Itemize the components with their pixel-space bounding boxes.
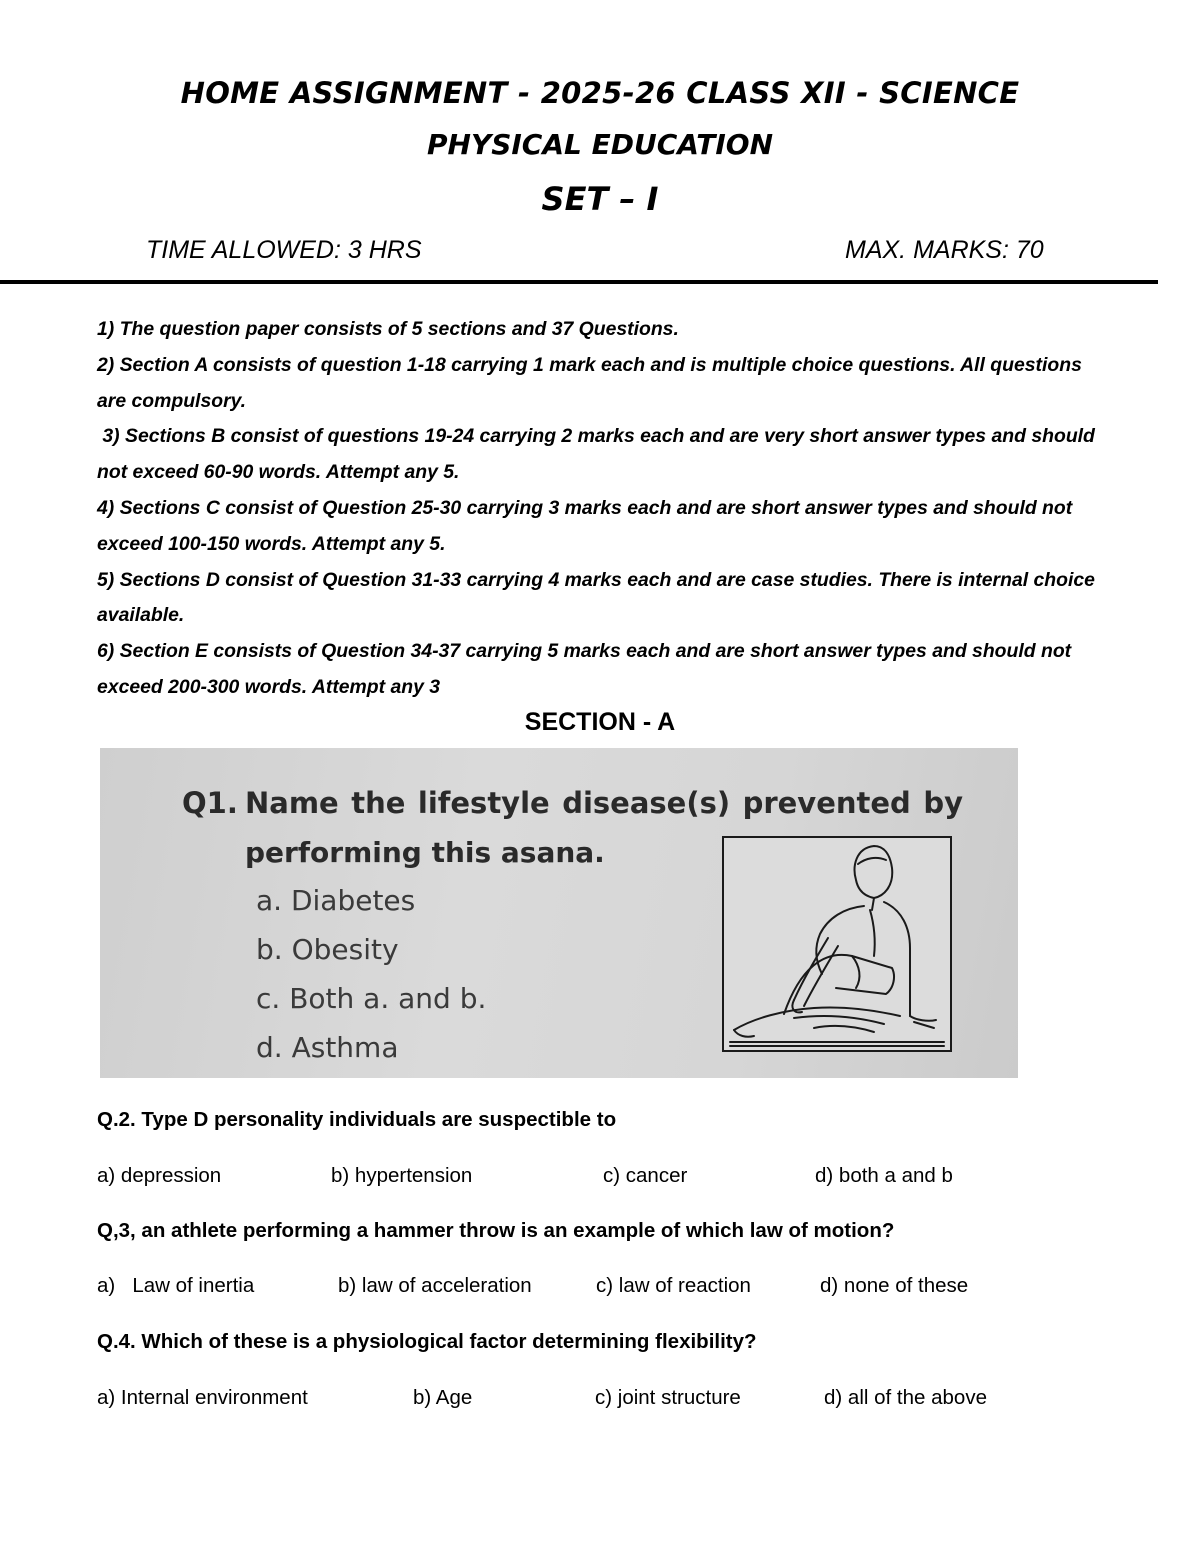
instruction-item: 6) Section E consists of Question 34-37 carrying 5 marks each and are short answer types and should not exceed 200-300 words. Attempt any 3: [97, 640, 1072, 698]
question-1-photo: [100, 748, 1018, 1078]
question-3-stem: Q,3, an athlete performing a hammer throw is an example of which law of motion?: [97, 1219, 895, 1242]
q1-word: by: [923, 786, 963, 820]
time-allowed: TIME ALLOWED: 3 HRS: [146, 236, 422, 264]
q1-word: Name: [245, 786, 339, 820]
q4-option-d: d) all of the above: [824, 1386, 987, 1409]
q3-option-a: a) Law of inertia: [97, 1274, 255, 1297]
section-a-heading: SECTION - A: [524, 708, 676, 736]
instruction-item: 5) Sections D consist of Question 31-33 carrying 4 marks each and are case studies. There is internal choice available.: [97, 568, 1095, 627]
q1-option-a: a. Diabetes: [256, 884, 416, 917]
q3-option-d: d) none of these: [820, 1274, 969, 1297]
q4-option-a: a) Internal environment: [97, 1386, 308, 1409]
q1-word: lifestyle: [417, 786, 550, 820]
question-2-stem: Q.2. Type D personality individuals are suspectible to: [97, 1108, 617, 1131]
q2-option-d: d) both a and b: [815, 1164, 953, 1187]
instructions-list: [97, 312, 1107, 706]
q1-option-c: c. Both a. and b.: [256, 982, 487, 1015]
q2-option-b: b) hypertension: [331, 1164, 473, 1187]
asana-illustration: [722, 836, 952, 1052]
assignment-title: HOME ASSIGNMENT - 2025-26 CLASS XII - SCIENCE: [180, 76, 1020, 110]
header-divider: [0, 280, 1158, 284]
q4-option-b: b) Age: [413, 1386, 473, 1409]
q2-option-c: c) cancer: [603, 1164, 688, 1187]
q4-option-c: c) joint structure: [595, 1386, 741, 1409]
q1-option-b: b. Obesity: [256, 933, 399, 966]
q2-option-a: a) depression: [97, 1164, 222, 1187]
instruction-item: 4) Sections C consist of Question 25-30 carrying 3 marks each and are short answer types and should not exceed 100-150 words. Attempt any 5.: [97, 496, 1073, 555]
q1-stem-line2: performing this asana.: [245, 836, 605, 869]
max-marks: MAX. MARKS: 70: [845, 236, 1044, 264]
q1-option-d: d. Asthma: [256, 1031, 399, 1064]
instruction-item: 2) Section A consists of question 1-18 carrying 1 mark each and is multiple choice questions. All questions are compulsory.: [97, 353, 1082, 412]
q1-word: prevented: [742, 786, 911, 820]
question-4-stem: Q.4. Which of these is a physiological factor determining flexibility?: [97, 1330, 757, 1353]
instruction-item: 3) Sections B consist of questions 19-24 carrying 2 marks each and are very short answer types and should not exceed 60-90 words. Attempt any 5.: [97, 425, 1101, 484]
q1-stem-line1: [245, 786, 963, 820]
set-label: SET – I: [541, 180, 659, 218]
q1-word: the: [351, 786, 406, 820]
q3-option-c: c) law of reaction: [596, 1274, 751, 1297]
q3-option-b: b) law of acceleration: [338, 1274, 532, 1297]
instruction-item: 1) The question paper consists of 5 sections and 37 Questions.: [97, 318, 679, 340]
q1-word: disease(s): [562, 786, 731, 820]
seated-twist-figure-icon: [724, 838, 950, 1050]
q1-number: Q1.: [182, 786, 238, 820]
subject-title: PHYSICAL EDUCATION: [426, 128, 774, 161]
